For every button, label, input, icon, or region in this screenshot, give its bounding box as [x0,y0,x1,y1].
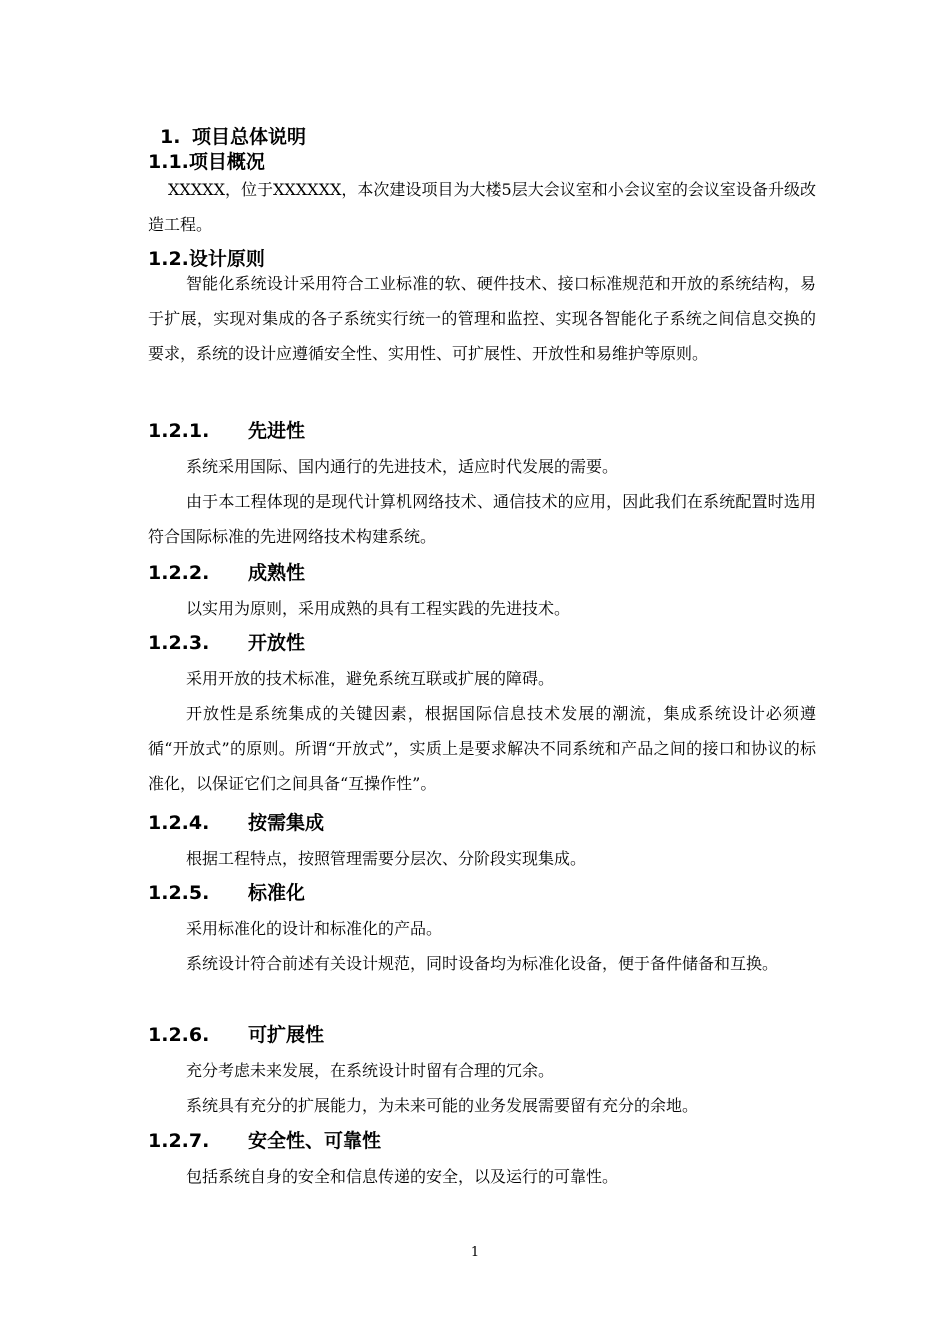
section-1-2-5-paragraph-1: 采用标准化的设计和标准化的产品。 [186,919,443,938]
section-1-2-6-paragraph-2: 系统具有充分的扩展能力，为未来可能的业务发展需要留有充分的余地。 [186,1096,699,1115]
section-1-2-3-paragraph-2: 开放性是系统集成的关键因素，根据国际信息技术发展的潮流，集成系统设计必须遵循“开放式”的原则。所谓“开放式”，实质上是要求解决不同系统和产品之间的接口和协议的标准化，以保证它们之间具备“互操作性”。 [148,704,816,793]
section-1-2-5-paragraph-2: 系统设计符合前述有关设计规范，同时设备均为标准化设备，便于备件储备和互换。 [186,954,779,973]
section-text: 开放性 [248,632,306,654]
section-1-2-4-paragraph-1: 根据工程特点，按照管理需要分层次、分阶段实现集成。 [186,849,587,868]
section-text: 标准化 [248,882,306,904]
heading-number: 1. [160,126,181,148]
section-text: 可扩展性 [248,1024,325,1046]
section-number: 1.2.6. [148,1024,210,1046]
section-text: 成熟性 [248,562,306,584]
section-1-2-3-paragraph-1: 采用开放的技术标准，避免系统互联或扩展的障碍。 [186,669,555,688]
page-number: 1 [470,1245,480,1260]
section-1-2-6-paragraph-1: 充分考虑未来发展，在系统设计时留有合理的冗余。 [186,1061,555,1080]
section-1-1-title: 1.1.项目概况 [148,151,265,173]
section-1-2-6-title [148,1022,324,1048]
section-number: 1.2.5. [148,882,210,904]
section-1-2-1-title [148,418,305,444]
section-1-2-7-paragraph-1: 包括系统自身的安全和信息传递的安全，以及运行的可靠性。 [186,1167,619,1186]
section-1-2-1-paragraph-1: 系统采用国际、国内通行的先进技术，适应时代发展的需要。 [186,457,619,476]
section-number: 1.2.1. [148,420,210,442]
section-1-2-2-paragraph-1: 以实用为原则，采用成熟的具有工程实践的先进技术。 [186,599,571,618]
heading-text: 项目总体说明 [192,126,307,148]
section-1-2-7-title [148,1128,381,1154]
section-number: 1.2.7. [148,1130,210,1152]
section-number: 1.2.3. [148,632,210,654]
heading-project-overview [160,124,306,150]
section-1-2-5-title [148,880,305,906]
section-1-1-paragraph: XXXXX，位于XXXXXX，本次建设项目为大楼5层大会议室和小会议室的会议室设备升级改造工程。 [148,180,816,234]
section-text: 按需集成 [248,812,325,834]
section-1-2-paragraph: 智能化系统设计采用符合工业标准的软、硬件技术、接口标准规范和开放的系统结构，易于扩展，实现对集成的各子系统实行统一的管理和监控、实现各智能化子系统之间信息交换的要求，系统的设计应遵循安全性、实用性、可扩展性、开放性和易维护等原则。 [148,274,816,363]
section-1-2-title: 1.2.设计原则 [148,248,265,270]
section-text: 安全性、可靠性 [248,1130,382,1152]
section-text: 先进性 [248,420,306,442]
section-1-2-2-title [148,560,305,586]
section-number: 1.2.4. [148,812,210,834]
section-1-2-3-title [148,630,305,656]
section-1-2-4-title [148,810,324,836]
section-1-2-1-paragraph-2: 由于本工程体现的是现代计算机网络技术、通信技术的应用，因此我们在系统配置时选用符合国际标准的先进网络技术构建系统。 [148,492,816,546]
section-number: 1.2.2. [148,562,210,584]
